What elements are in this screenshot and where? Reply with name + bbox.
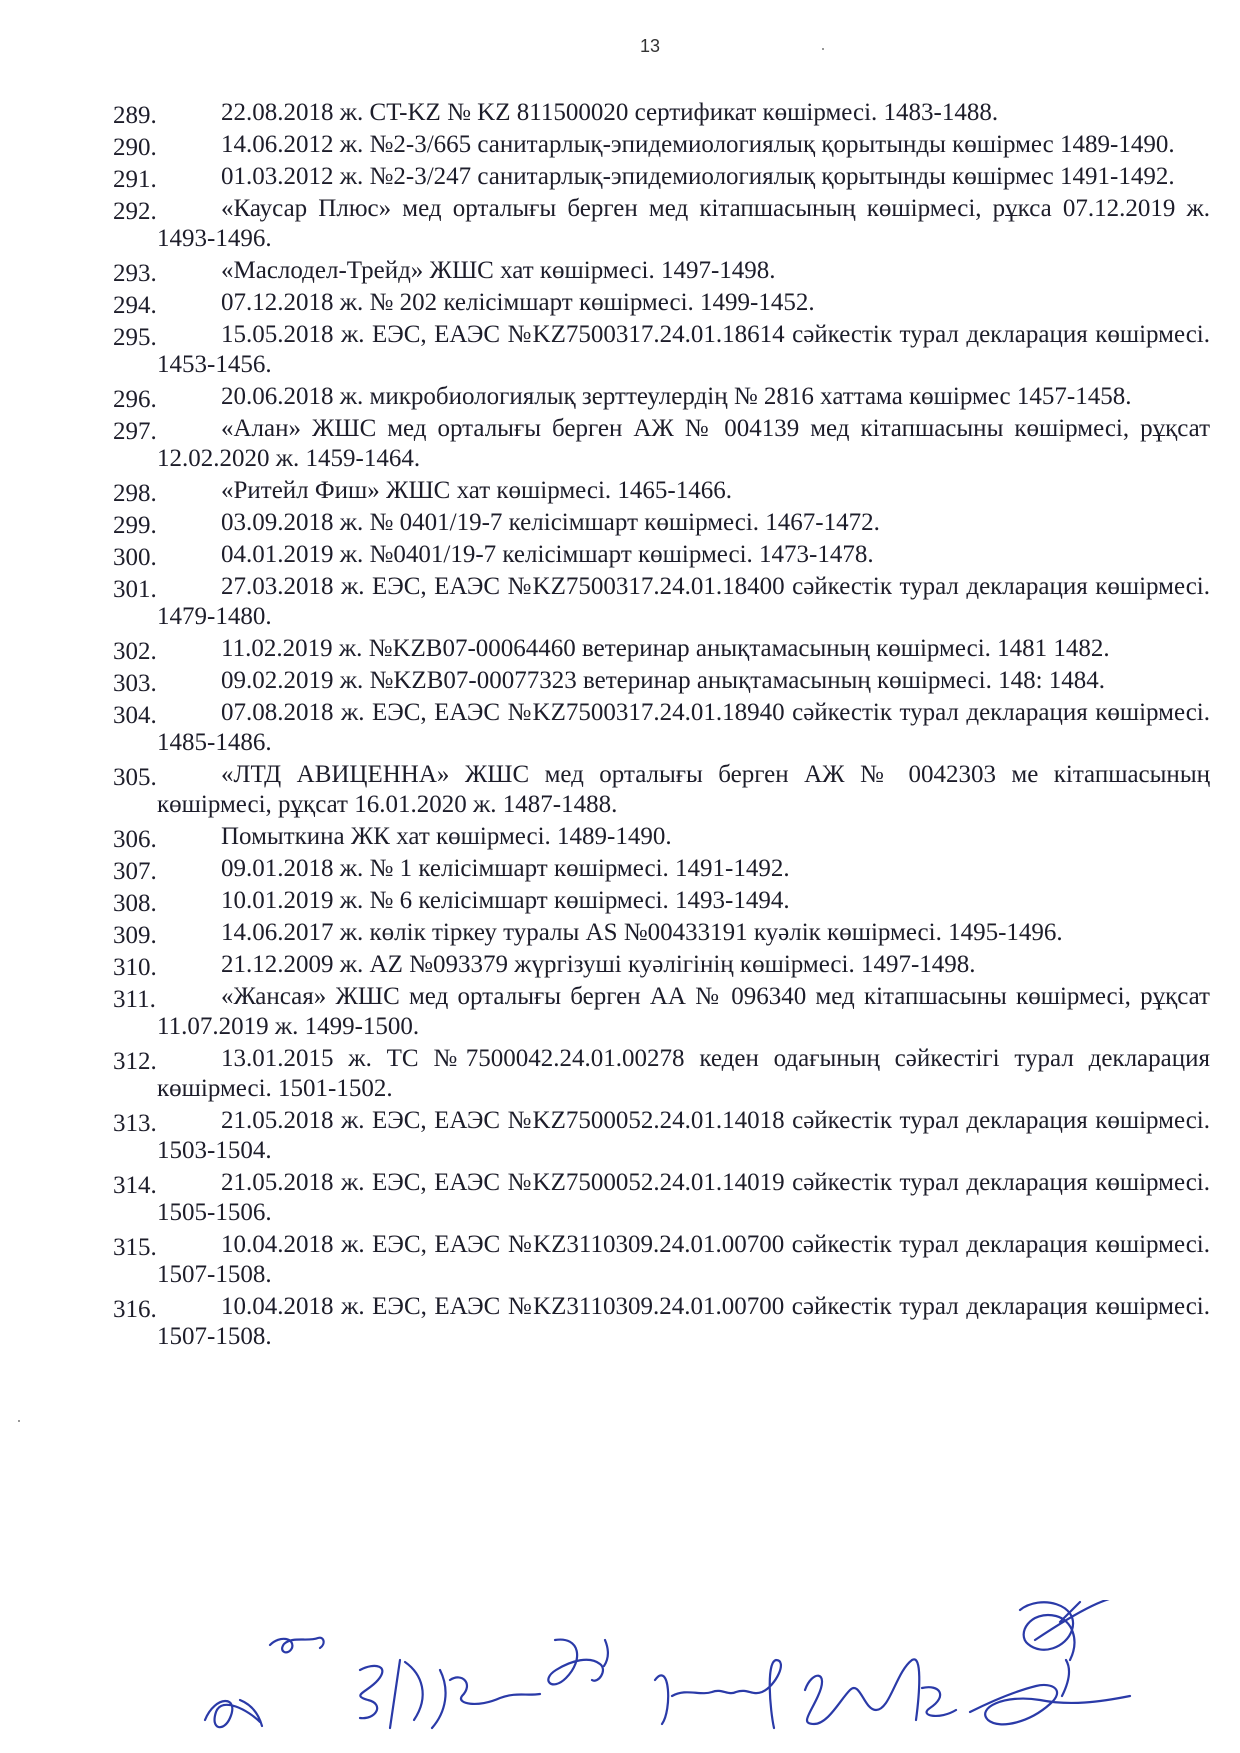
list-item bbox=[113, 256, 1210, 286]
entry-number: 304. bbox=[113, 702, 157, 729]
list-item bbox=[113, 698, 1210, 758]
signature-scribbles bbox=[200, 1600, 1200, 1740]
list-item bbox=[113, 320, 1210, 380]
list-item bbox=[113, 634, 1210, 664]
entry-text: «Каусар Плюс» мед орталығы берген мед кітапшасының көшірмесі, рұкса 07.12.2019 ж. 1493-1496. bbox=[157, 195, 1210, 252]
entry-number: 289. bbox=[113, 102, 157, 129]
entry-number: 309. bbox=[113, 922, 157, 949]
entry-number: 292. bbox=[113, 198, 157, 225]
entry-text: «Маслодел-Трейд» ЖШС хат көшірмесі. 1497-1498. bbox=[221, 257, 776, 284]
entry-text: «ЛТД АВИЦЕННА» ЖШС мед орталығы берген АЖ № 0042303 ме кітапшасының көшірмесі, рұқсат 16.01.2020 ж. 1487-1488. bbox=[157, 761, 1210, 818]
list-item bbox=[113, 822, 1210, 852]
list-item bbox=[113, 760, 1210, 820]
list-item bbox=[113, 130, 1210, 160]
entry-text: 07.08.2018 ж. ЕЭС, ЕАЭС №KZ7500317.24.01.18940 сәйкестік турал декларация көшірмесі. 1485-1486. bbox=[157, 699, 1210, 756]
entry-number: 303. bbox=[113, 670, 157, 697]
list-item bbox=[113, 1044, 1210, 1104]
entry-number: 301. bbox=[113, 576, 157, 603]
list-item bbox=[113, 666, 1210, 696]
entry-text: 10.01.2019 ж. № 6 келісімшарт көшірмесі. 1493-1494. bbox=[221, 887, 790, 914]
list-item bbox=[113, 476, 1210, 506]
list-item bbox=[113, 982, 1210, 1042]
list-item bbox=[113, 414, 1210, 474]
entry-number: 296. bbox=[113, 386, 157, 413]
entry-number: 297. bbox=[113, 418, 157, 445]
entry-number: 294. bbox=[113, 292, 157, 319]
list-item bbox=[113, 572, 1210, 632]
scan-speck bbox=[18, 1420, 20, 1422]
entry-number: 298. bbox=[113, 480, 157, 507]
list-item bbox=[113, 1106, 1210, 1166]
entry-number: 295. bbox=[113, 324, 157, 351]
page-number: 13 bbox=[639, 36, 661, 56]
list-item bbox=[113, 950, 1210, 980]
entry-number: 299. bbox=[113, 512, 157, 539]
entry-text: 27.03.2018 ж. ЕЭС, ЕАЭС №KZ7500317.24.01.18400 сәйкестік турал декларация көшірмесі. 1479-1480. bbox=[157, 573, 1210, 630]
entry-text: 07.12.2018 ж. № 202 келісімшарт көшірмесі. 1499-1452. bbox=[221, 289, 815, 316]
entry-text: 14.06.2012 ж. №2-3/665 санитарлық-эпидемиологиялық қорытынды көшірмес 1489-1490. bbox=[221, 131, 1175, 158]
list-item bbox=[113, 886, 1210, 916]
list-item bbox=[113, 854, 1210, 884]
entry-text: 04.01.2019 ж. №0401/19-7 келісімшарт көшірмесі. 1473-1478. bbox=[221, 541, 874, 568]
entry-number: 315. bbox=[113, 1234, 157, 1261]
entry-text: 20.06.2018 ж. микробиологиялық зерттеулердің № 2816 хаттама көшірмес 1457-1458. bbox=[221, 383, 1132, 410]
list-item bbox=[113, 508, 1210, 538]
entry-text: 10.04.2018 ж. ЕЭС, ЕАЭС №KZ3110309.24.01.00700 сәйкестік турал декларация көшірмесі. 1507-1508. bbox=[157, 1231, 1210, 1288]
entry-number: 310. bbox=[113, 954, 157, 981]
entry-number: 312. bbox=[113, 1048, 157, 1075]
list-item bbox=[113, 194, 1210, 254]
entry-list bbox=[113, 98, 1210, 1354]
entry-text: «Алан» ЖШС мед орталығы берген АЖ № 004139 мед кітапшасыны көшірмесі, рұқсат 12.02.2020 ж. 1459-1464. bbox=[157, 415, 1210, 472]
entry-text: 09.01.2018 ж. № 1 келісімшарт көшірмесі. 1491-1492. bbox=[221, 855, 790, 882]
list-item bbox=[113, 1292, 1210, 1352]
list-item bbox=[113, 162, 1210, 192]
entry-text: «Жансая» ЖШС мед орталығы берген АА № 096340 мед кітапшасыны көшірмесі, рұқсат 11.07.2019 ж. 1499-1500. bbox=[157, 983, 1210, 1040]
list-item bbox=[113, 1168, 1210, 1228]
entry-number: 311. bbox=[113, 986, 156, 1013]
entry-number: 308. bbox=[113, 890, 157, 917]
list-item bbox=[113, 98, 1210, 128]
entry-text: 09.02.2019 ж. №KZB07-00077323 ветеринар анықтамасының көшірмесі. 148: 1484. bbox=[221, 667, 1106, 694]
entry-number: 307. bbox=[113, 858, 157, 885]
entry-number: 302. bbox=[113, 638, 157, 665]
entry-text: 21.05.2018 ж. ЕЭС, ЕАЭС №KZ7500052.24.01.14018 сәйкестік турал декларация көшірмесі. 1503-1504. bbox=[157, 1107, 1210, 1164]
list-item bbox=[113, 288, 1210, 318]
entry-text: 14.06.2017 ж. көлік тіркеу туралы AS №00433191 куәлік көшірмесі. 1495-1496. bbox=[221, 919, 1063, 946]
entry-text: «Ритейл Фиш» ЖШС хат көшірмесі. 1465-1466. bbox=[221, 477, 732, 504]
entry-text: 15.05.2018 ж. ЕЭС, ЕАЭС №KZ7500317.24.01.18614 сәйкестік турал декларация көшірмесі. 1453-1456. bbox=[157, 321, 1210, 378]
entry-text: 21.12.2009 ж. AZ №093379 жүргізуші куәлігінің көшірмесі. 1497-1498. bbox=[221, 951, 976, 978]
entry-text: 03.09.2018 ж. № 0401/19-7 келісімшарт көшірмесі. 1467-1472. bbox=[221, 509, 880, 536]
entry-text: 11.02.2019 ж. №KZB07-00064460 ветеринар анықтамасының көшірмесі. 1481 1482. bbox=[221, 635, 1110, 662]
entry-text: 10.04.2018 ж. ЕЭС, ЕАЭС №KZ3110309.24.01.00700 сәйкестік турал декларация көшірмесі. 1507-1508. bbox=[157, 1293, 1210, 1350]
scan-speck bbox=[822, 48, 824, 50]
list-item bbox=[113, 918, 1210, 948]
entry-number: 313. bbox=[113, 1110, 157, 1137]
entry-text: 13.01.2015 ж. ТС №7500042.24.01.00278 кеден одағының сәйкестігі турал декларация көшірмесі. 1501-1502. bbox=[157, 1045, 1210, 1102]
list-item bbox=[113, 1230, 1210, 1290]
entry-text: 21.05.2018 ж. ЕЭС, ЕАЭС №KZ7500052.24.01.14019 сәйкестік турал декларация көшірмесі. 1505-1506. bbox=[157, 1169, 1210, 1226]
entry-number: 316. bbox=[113, 1296, 157, 1323]
entry-text: 01.03.2012 ж. №2-3/247 санитарлық-эпидемиологиялық қорытынды көшірмес 1491-1492. bbox=[221, 163, 1175, 190]
entry-number: 291. bbox=[113, 166, 157, 193]
entry-number: 305. bbox=[113, 764, 157, 791]
entry-text: Помыткина ЖК хат көшірмесі. 1489-1490. bbox=[221, 823, 672, 850]
signatures bbox=[200, 1600, 1200, 1740]
entry-text: 22.08.2018 ж. CT-KZ № KZ 811500020 сертификат көшірмесі. 1483-1488. bbox=[221, 99, 999, 126]
entry-number: 293. bbox=[113, 260, 157, 287]
list-item bbox=[113, 382, 1210, 412]
entry-number: 314. bbox=[113, 1172, 157, 1199]
entry-number: 300. bbox=[113, 544, 157, 571]
list-item bbox=[113, 540, 1210, 570]
entry-number: 290. bbox=[113, 134, 157, 161]
entry-number: 306. bbox=[113, 826, 157, 853]
